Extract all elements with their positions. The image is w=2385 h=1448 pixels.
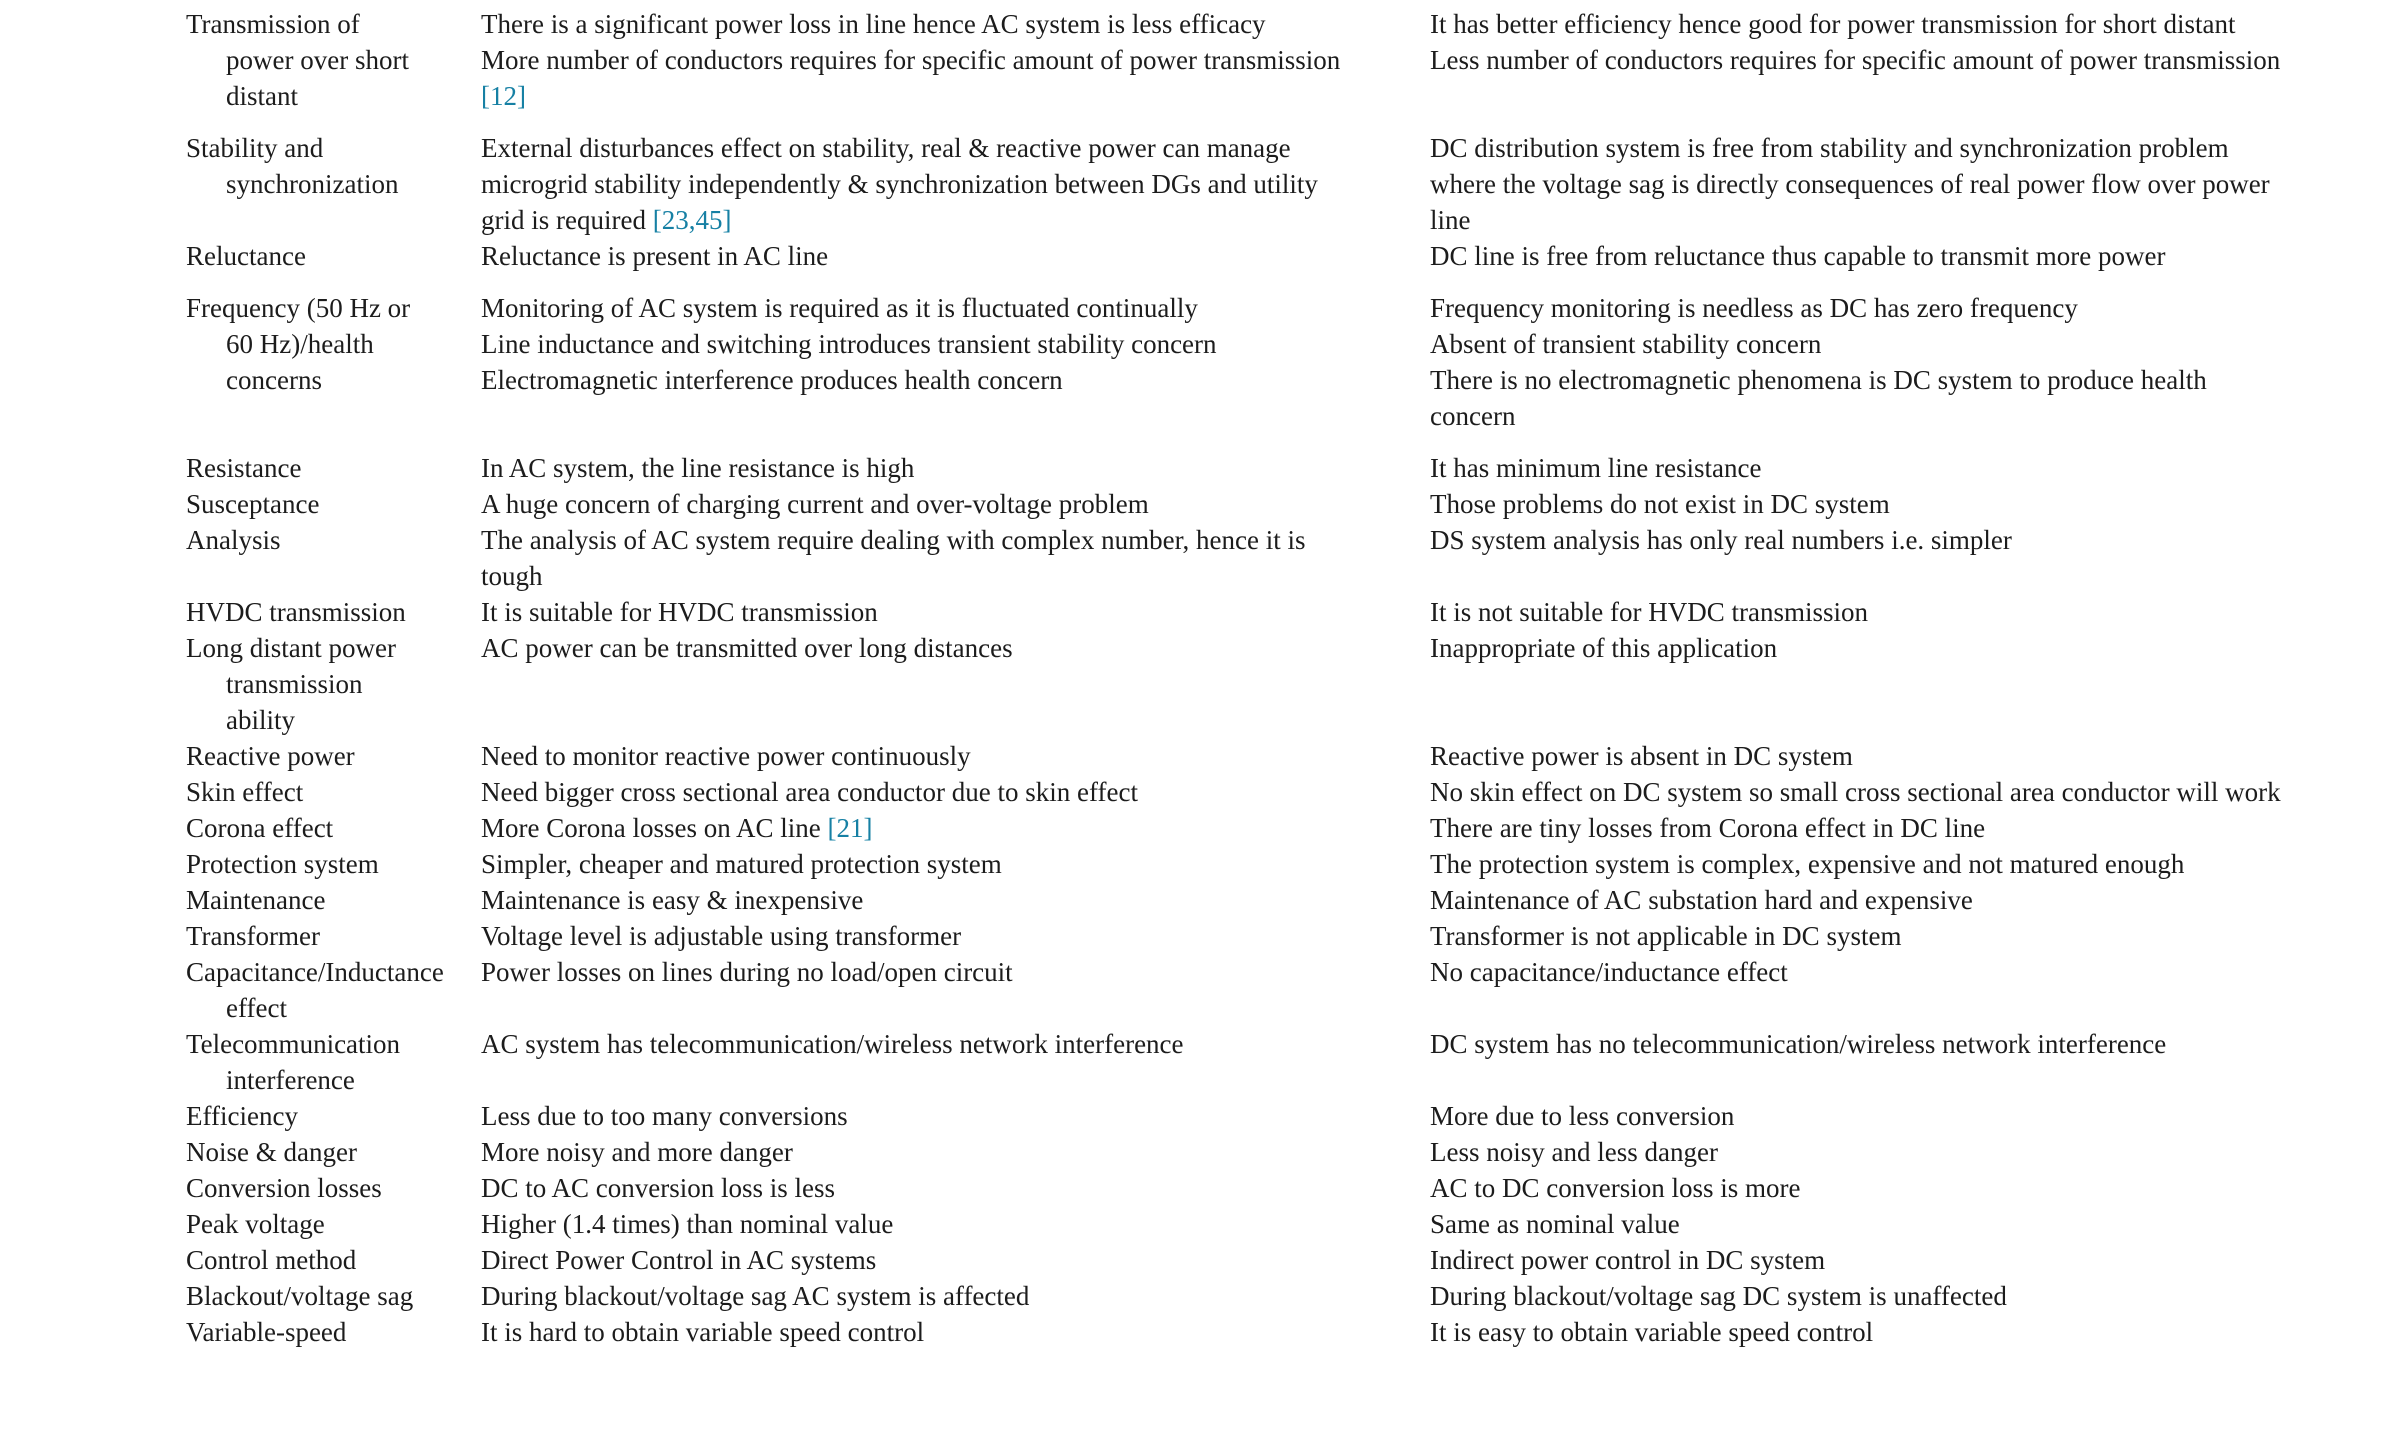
dc-statement-cell [1430,810,2385,846]
dc-statement-cell [1430,1242,2385,1278]
aspect-cell: Control method [186,1245,357,1275]
table-row [186,882,2385,918]
aspect-cell: HVDC transmission [186,597,406,627]
dc-statement-cell [1430,6,2385,42]
citation-link[interactable]: [21] [827,813,873,843]
aspect-cell: Blackout/voltage sag [186,1281,414,1311]
ac-statement-text: A huge concern of charging current and over-voltage problem [481,489,1149,519]
table-row [186,630,2385,738]
dc-statement-text: DC system has no telecommunication/wireless network interference [1430,1029,2167,1059]
ac-statement-cell [481,774,1430,810]
dc-statement-text: There are tiny losses from Corona effect in DC line [1430,813,1986,843]
dc-statement-cell [1430,42,2385,78]
ac-statement-cell [481,326,1430,362]
table-row [186,486,2385,522]
table-row [186,918,2385,954]
ac-statement-cell [481,290,1430,326]
ac-statement-cell [481,954,1430,990]
ac-statement-cell [481,846,1430,882]
dc-statement-text: It is not suitable for HVDC transmission [1430,597,1868,627]
ac-statement-text: It is suitable for HVDC transmission [481,597,878,627]
ac-statement-text: Direct Power Control in AC systems [481,1245,877,1275]
dc-statement-text: It is easy to obtain variable speed control [1430,1317,1874,1347]
dc-statement-text: No skin effect on DC system so small cross sectional area conductor will work [1430,777,2281,807]
table-row [186,738,2385,774]
ac-statement-cell [481,238,1430,274]
table-row [186,810,2385,846]
aspect-cell: Transmission of power over short distant [186,9,409,111]
table-row [186,1278,2385,1314]
ac-statement-text: Electromagnetic interference produces health concern [481,365,1063,395]
ac-statement-cell [481,42,1430,114]
aspect-cell: Protection system [186,849,379,879]
dc-statement-cell [1430,1026,2385,1062]
table-row [186,1314,2385,1350]
ac-statement-text: Monitoring of AC system is required as it is fluctuated continually [481,293,1198,323]
aspect-cell: Variable-speed [186,1317,347,1347]
table-row [186,1242,2385,1278]
dc-statement-text: No capacitance/inductance effect [1430,957,1788,987]
dc-statement-cell [1430,238,2385,274]
ac-statement-text: Power losses on lines during no load/open circuit [481,957,1013,987]
dc-statement-cell [1430,450,2385,486]
table-row [186,6,2385,114]
dc-statement-cell [1430,738,2385,774]
dc-statement-cell [1430,774,2385,810]
dc-statement-text: AC to DC conversion loss is more [1430,1173,1801,1203]
dc-statement-text: Inappropriate of this application [1430,633,1778,663]
ac-statement-cell [481,486,1430,522]
dc-statement-cell [1430,954,2385,990]
dc-statement-text: Same as nominal value [1430,1209,1680,1239]
dc-statement-text: DC distribution system is free from stability and synchronization problem where the voltage sag is directly consequences of real power flow over power line [1430,133,2270,235]
ac-statement-text: External disturbances effect on stability, real & reactive power can manage microgrid stability independently & synchronization between DGs and utility grid is required [481,133,1318,235]
ac-statement-text: DC to AC conversion loss is less [481,1173,836,1203]
table-row [186,594,2385,630]
aspect-cell: Transformer [186,921,320,951]
aspect-cell: Susceptance [186,489,320,519]
dc-statement-text: Those problems do not exist in DC system [1430,489,1890,519]
ac-statement-cell [481,6,1430,42]
table-row [186,130,2385,238]
ac-statement-cell [481,1242,1430,1278]
dc-statement-cell [1430,918,2385,954]
ac-statement-cell [481,882,1430,918]
table-row [186,290,2385,434]
table-row [186,1026,2385,1098]
table-row [186,954,2385,1026]
dc-statement-text: DC line is free from reluctance thus capable to transmit more power [1430,241,2166,271]
dc-statement-text: It has better efficiency hence good for power transmission for short distant [1430,9,2236,39]
ac-statement-text: Need bigger cross sectional area conductor due to skin effect [481,777,1138,807]
aspect-cell: Long distant power transmission ability [186,633,396,735]
ac-statement-cell [481,1206,1430,1242]
table-row [186,774,2385,810]
dc-statement-text: DS system analysis has only real numbers i.e. simpler [1430,525,2012,555]
ac-statement-text: Maintenance is easy & inexpensive [481,885,864,915]
dc-statement-cell [1430,1134,2385,1170]
ac-statement-cell [481,1278,1430,1314]
dc-statement-cell [1430,1314,2385,1350]
table-row [186,1170,2385,1206]
ac-statement-cell [481,522,1430,594]
table-row [186,1134,2385,1170]
ac-statement-text: In AC system, the line resistance is high [481,453,915,483]
ac-statement-text: There is a significant power loss in line hence AC system is less efficacy [481,9,1266,39]
dc-statement-text: Transformer is not applicable in DC system [1430,921,1902,951]
dc-statement-cell [1430,362,2385,434]
table-row [186,238,2385,274]
ac-statement-cell [481,1170,1430,1206]
dc-statement-cell [1430,522,2385,558]
aspect-cell: Frequency (50 Hz or 60 Hz)/health concerns [186,293,411,395]
table-row [186,522,2385,594]
dc-statement-text: Less noisy and less danger [1430,1137,1718,1167]
dc-statement-text: Indirect power control in DC system [1430,1245,1826,1275]
dc-statement-cell [1430,486,2385,522]
ac-statement-text: Higher (1.4 times) than nominal value [481,1209,894,1239]
dc-statement-text: Frequency monitoring is needless as DC has zero frequency [1430,293,2078,323]
aspect-cell: Efficiency [186,1101,298,1131]
dc-statement-cell [1430,1278,2385,1314]
dc-statement-cell [1430,130,2385,238]
ac-statement-text: The analysis of AC system require dealing with complex number, hence it is tough [481,525,1306,591]
ac-statement-cell [481,1134,1430,1170]
aspect-cell: Conversion losses [186,1173,382,1203]
dc-statement-cell [1430,630,2385,666]
ac-statement-cell [481,130,1430,238]
dc-statement-cell [1430,594,2385,630]
aspect-cell: Reactive power [186,741,355,771]
dc-statement-text: Maintenance of AC substation hard and expensive [1430,885,1973,915]
ac-statement-text: Simpler, cheaper and matured protection system [481,849,1002,879]
aspect-cell: Corona effect [186,813,334,843]
dc-statement-cell [1430,1098,2385,1134]
ac-statement-text: During blackout/voltage sag AC system is affected [481,1281,1030,1311]
dc-statement-text: Less number of conductors requires for specific amount of power transmission [1430,45,2281,75]
table-row [186,450,2385,486]
dc-statement-cell [1430,1170,2385,1206]
dc-statement-text: Reactive power is absent in DC system [1430,741,1853,771]
aspect-cell: Analysis [186,525,281,555]
dc-statement-text: The protection system is complex, expensive and not matured enough [1430,849,2185,879]
aspect-cell: Skin effect [186,777,304,807]
ac-statement-cell [481,810,1430,846]
ac-statement-cell [481,738,1430,774]
ac-statement-text: Less due to too many conversions [481,1101,848,1131]
ac-statement-text: AC power can be transmitted over long distances [481,633,1013,663]
aspect-cell: Telecommunication interference [186,1029,401,1095]
ac-statement-cell [481,1314,1430,1350]
ac-statement-cell [481,630,1430,666]
dc-statement-cell [1430,846,2385,882]
ac-statement-text: It is hard to obtain variable speed control [481,1317,925,1347]
dc-statement-cell [1430,326,2385,362]
ac-statement-cell [481,1026,1430,1062]
dc-statement-cell [1430,882,2385,918]
ac-statement-text: More Corona losses on AC line [481,813,821,843]
ac-statement-cell [481,594,1430,630]
ac-statement-cell [481,362,1430,398]
citation-link[interactable]: [12] [481,81,526,111]
dc-statement-text: During blackout/voltage sag DC system is unaffected [1430,1281,2007,1311]
ac-statement-text: Need to monitor reactive power continuously [481,741,971,771]
aspect-cell: Maintenance [186,885,326,915]
dc-statement-text: More due to less conversion [1430,1101,1735,1131]
aspect-cell: Noise & danger [186,1137,357,1167]
table-row [186,1098,2385,1134]
ac-statement-text: AC system has telecommunication/wireless network interference [481,1029,1184,1059]
table-row [186,846,2385,882]
dc-statement-text: Absent of transient stability concern [1430,329,1822,359]
aspect-cell: Reluctance [186,241,306,271]
ac-statement-text: Reluctance is present in AC line [481,241,829,271]
aspect-cell: Resistance [186,453,302,483]
table-row [186,1206,2385,1242]
dc-statement-text: There is no electromagnetic phenomena is DC system to produce health concern [1430,365,2207,431]
dc-statement-cell [1430,290,2385,326]
aspect-cell: Peak voltage [186,1209,325,1239]
aspect-cell: Capacitance/Inductance effect [186,957,444,1023]
dc-statement-text: It has minimum line resistance [1430,453,1762,483]
ac-statement-text: Line inductance and switching introduces transient stability concern [481,329,1217,359]
aspect-cell: Stability and synchronization [186,133,399,199]
ac-statement-cell [481,1098,1430,1134]
ac-statement-text: More number of conductors requires for specific amount of power transmission [481,45,1341,75]
ac-statement-text: Voltage level is adjustable using transformer [481,921,962,951]
dc-statement-cell [1430,1206,2385,1242]
ac-statement-cell [481,918,1430,954]
ac-statement-text: More noisy and more danger [481,1137,793,1167]
citation-link[interactable]: [23,45] [652,205,732,235]
ac-statement-cell [481,450,1430,486]
